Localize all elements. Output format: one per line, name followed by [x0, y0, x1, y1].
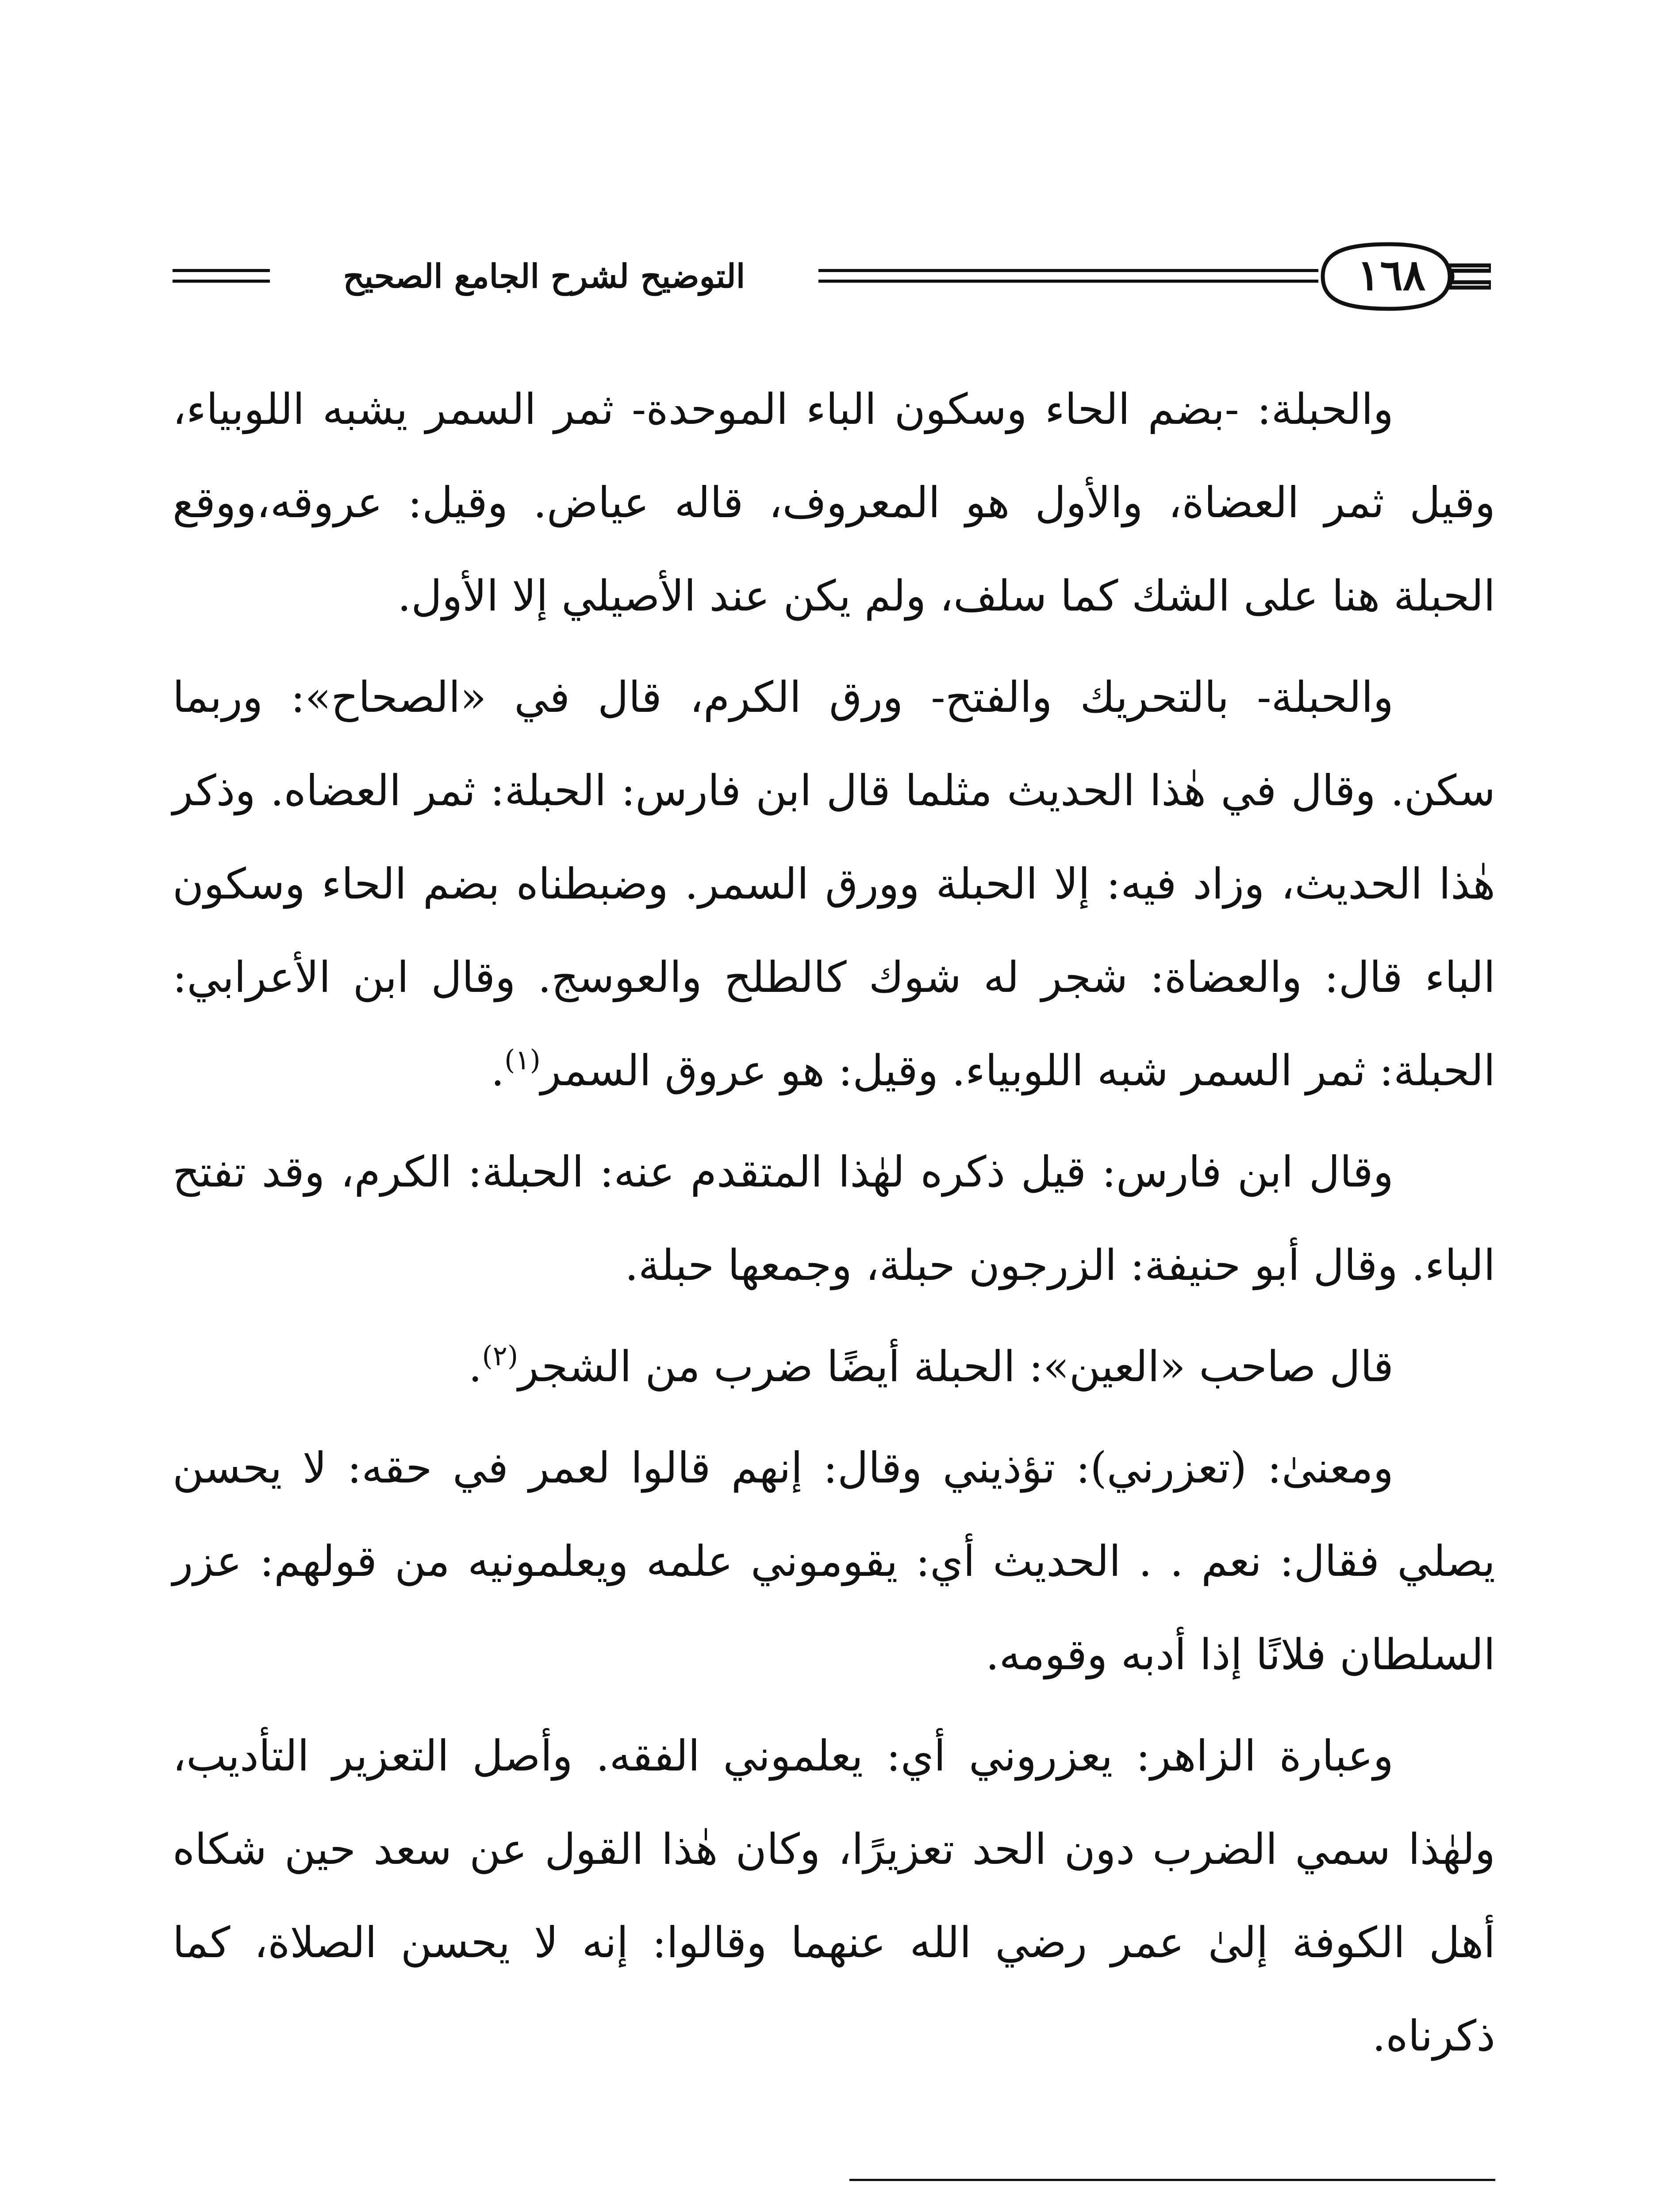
footnote-marker: (١)	[504, 1044, 541, 1076]
paragraph: والحبلة: -بضم الحاء وسكون الباء الموحدة- ثمر السمر يشبه اللوبياء، وقيل ثمر العضاة، والأول هو المعروف، قاله عياض. وقيل: عروقه،ووقع الحبلة هنا على الشك كما سلف، ولم يكن عند الأصيلي إلا الأول.	[173, 384, 1495, 621]
footnote-marker: (٢)	[482, 1340, 518, 1372]
header-rule-left-bottom	[173, 280, 270, 283]
footnotes	[173, 2203, 1495, 2212]
main-text	[173, 363, 1495, 2079]
header-rule-left-top	[173, 269, 270, 272]
paragraph: قال صاحب «العين»: الحبلة أيضًا ضرب من الشجر$^{(٢)}$.	[468, 1340, 1394, 1391]
paragraph: وقال ابن فارس: قيل ذكره لهٰذا المتقدم عنه: الحبلة: الكرم، وقد تفتح الباء. وقال أبو حنيفة: الزرجون حبلة، وجمعها حبلة.	[173, 1147, 1495, 1290]
running-header	[173, 239, 1491, 316]
paragraph: وعبارة الزاهر: يعزروني أي: يعلموني الفقه. وأصل التعزير التأديب، ولهٰذا سمي الضرب دون الحد تعزيرًا، وكان هٰذا القول عن سعد حين شكاه أهل الكوفة إلىٰ عمر رضي الله عنهما وقالوا: إنه لا يحسن الصلاة، كما ذكرناه.	[173, 1731, 1495, 2061]
running-title: التوضيح لشرح الجامع الصحيح	[343, 257, 745, 296]
paragraph: ومعنىٰ: (تعزرني): تؤذيني وقال: إنهم قالوا لعمر في حقه: لا يحسن يصلي فقال: نعم . . الحديث أي: يقوموني علمه ويعلمونيه من قولهم: عزر السلطان فلانًا إذا أدبه وقومه.	[173, 1443, 1495, 1679]
paragraph: والحبلة- بالتحريك والفتح- ورق الكرم، قال في «الصحاح»: وربما سكن. وقال في هٰذا الحديث مثلما قال ابن فارس: الحبلة: ثمر العضاه. وذكر هٰذا الحديث، وزاد فيه: إلا الحبلة وورق السمر. وضبطناه بضم الحاء وسكون الباء قال: والعضاة: شجر له شوك كالطلح والعوسج. وقال ابن الأعرابي: الحبلة: ثمر السمر شبه اللوبياء. وقيل: هو عروق السمر$^{(١)}$.	[173, 672, 1495, 1095]
footnote-separator	[849, 2179, 1495, 2181]
header-rule-right-top	[818, 269, 1318, 272]
footnote	[173, 2203, 1495, 2212]
page-number: ١٦٨	[1357, 250, 1426, 300]
page-number-badge	[1305, 239, 1491, 314]
footnote-number	[1451, 2203, 1495, 2212]
header-rule-right-bottom	[818, 280, 1318, 283]
